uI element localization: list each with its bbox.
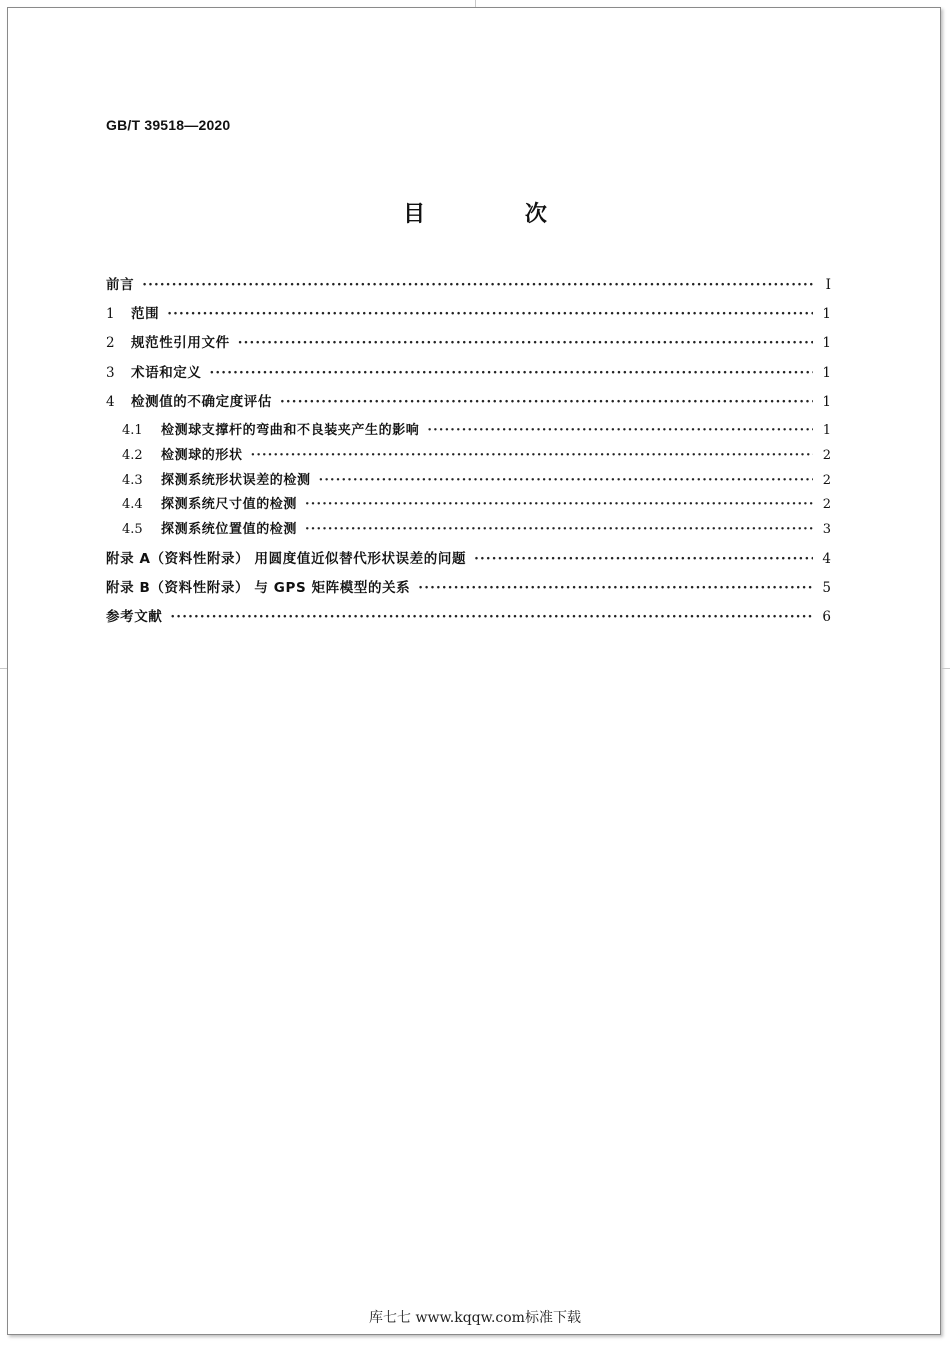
- crop-mark-right: [941, 668, 950, 669]
- toc-dot-leader: [319, 473, 813, 488]
- toc-entry-page: 3: [822, 522, 831, 538]
- toc-entry-page: 2: [822, 497, 831, 513]
- toc-entry-label: 附录 B（资料性附录） 与 GPS 矩阵模型的关系: [106, 579, 411, 596]
- toc-dot-leader: [251, 448, 813, 463]
- toc-entry-label: 探测系统位置值的检测: [161, 522, 298, 538]
- toc-entry-page: 1: [822, 364, 831, 381]
- toc-entry[interactable]: [106, 547, 831, 576]
- toc-entry-number: 4.3: [122, 472, 143, 488]
- toc-entry[interactable]: [106, 605, 831, 634]
- crop-mark-left: [0, 668, 7, 669]
- toc-entry-number: 2: [106, 335, 115, 352]
- toc-entry-page: 5: [822, 579, 831, 596]
- toc-dot-leader: [142, 277, 813, 293]
- toc-entry-label: 附录 A（资料性附录） 用圆度值近似替代形状误差的问题: [106, 550, 467, 567]
- toc-entry-label: 参考文献: [106, 609, 163, 625]
- toc-entry[interactable]: [106, 273, 831, 302]
- toc-entry-label: 探测系统形状误差的检测: [161, 472, 311, 488]
- footer-watermark: 库七七 www.kqqw.com标准下载: [369, 1310, 581, 1326]
- toc-entry-page: 2: [822, 447, 831, 463]
- toc-entry[interactable]: [106, 444, 831, 469]
- toc-dot-leader: [427, 423, 813, 438]
- toc-dot-leader: [170, 609, 813, 625]
- document-code: GB/T 39518—2020: [106, 117, 231, 133]
- crop-mark-top: [475, 0, 476, 7]
- toc-dot-leader: [238, 335, 813, 351]
- toc-entry-page: 6: [822, 609, 831, 625]
- toc-title: 目 次: [403, 202, 593, 227]
- toc-dot-leader: [305, 522, 813, 537]
- toc-dot-leader: [167, 306, 813, 322]
- toc-entry[interactable]: [106, 493, 831, 518]
- toc-entry-page: 1: [822, 335, 831, 352]
- toc-entry[interactable]: [106, 419, 831, 444]
- toc-entry[interactable]: [106, 302, 831, 331]
- toc-entry-page: 2: [822, 472, 831, 488]
- toc-dot-leader: [280, 394, 813, 410]
- toc-entry-label: 规范性引用文件: [131, 335, 230, 352]
- toc-entry-label: 术语和定义: [131, 364, 202, 381]
- toc-dot-leader: [305, 497, 813, 512]
- toc-entry-number: 4: [106, 393, 115, 410]
- toc-dot-leader: [210, 365, 814, 381]
- toc-entry-page: 1: [822, 306, 831, 323]
- toc-entry[interactable]: [106, 576, 831, 605]
- toc-entry-number: 4.2: [122, 447, 143, 463]
- toc-entry[interactable]: [106, 469, 831, 494]
- toc-entry[interactable]: [106, 518, 831, 547]
- toc-entry-label: 前言: [106, 277, 135, 293]
- toc-entry-number: 4.1: [122, 422, 143, 438]
- toc-entry-page: 1: [822, 422, 831, 438]
- toc-entry-label: 探测系统尺寸值的检测: [161, 497, 298, 513]
- toc-entry[interactable]: [106, 390, 831, 419]
- toc-dot-leader: [474, 551, 813, 567]
- toc-entry-page: 1: [822, 393, 831, 410]
- toc-entry-page: I: [825, 277, 831, 293]
- toc-entry-number: 4.5: [122, 522, 143, 538]
- toc-dot-leader: [418, 580, 813, 596]
- toc-entry[interactable]: [106, 361, 831, 390]
- toc-entry-number: 1: [106, 306, 115, 323]
- toc-entry-label: 检测球支撑杆的弯曲和不良装夹产生的影响: [161, 422, 420, 438]
- toc-entry-page: 4: [822, 550, 831, 567]
- toc-entry-label: 检测值的不确定度评估: [131, 393, 272, 410]
- toc-entry-number: 4.4: [122, 497, 143, 513]
- toc-entry[interactable]: [106, 331, 831, 360]
- table-of-contents: [106, 273, 831, 634]
- toc-entry-label: 范围: [131, 306, 160, 323]
- toc-entry-number: 3: [106, 364, 115, 381]
- toc-entry-label: 检测球的形状: [161, 447, 243, 463]
